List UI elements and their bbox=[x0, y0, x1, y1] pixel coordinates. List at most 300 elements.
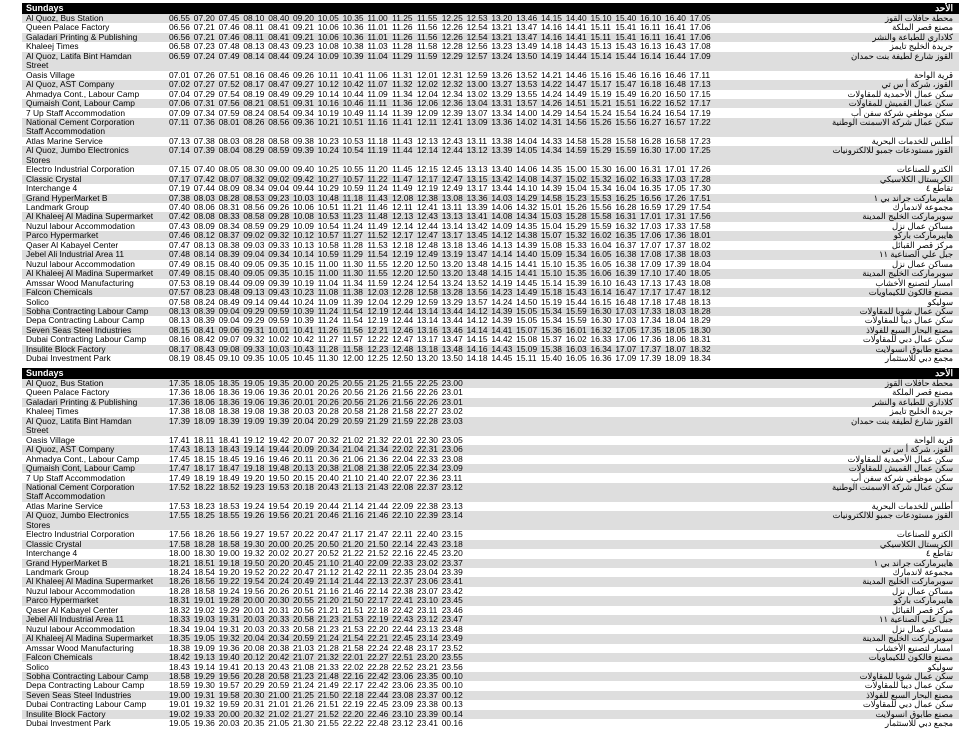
departure-time: 08.09 bbox=[218, 183, 240, 194]
departure-time: 07.24 bbox=[193, 50, 215, 61]
departure-time: 22.51 bbox=[392, 652, 414, 663]
departure-time: 17.41 bbox=[169, 434, 190, 445]
departure-time: 15.11 bbox=[590, 31, 611, 42]
departure-time: 14.43 bbox=[491, 343, 513, 354]
departure-time: 10.46 bbox=[342, 98, 364, 109]
stop-name-ar: محطة حافلات القوز bbox=[884, 378, 953, 388]
departure-time: 14.29 bbox=[516, 192, 538, 203]
stop-name-ar: مجموعة لاندمارك bbox=[892, 202, 953, 212]
departure-time: 15.10 bbox=[590, 13, 612, 23]
departure-time: 08.04 bbox=[218, 145, 240, 156]
departure-time: 08.59 bbox=[243, 220, 265, 231]
departure-time: 21.02 bbox=[342, 434, 364, 445]
departure-time: 08.16 bbox=[243, 69, 265, 80]
departure-time: 18.24 bbox=[169, 567, 190, 577]
departure-time: 18.29 bbox=[689, 315, 711, 326]
departure-time: 09.38 bbox=[292, 135, 314, 146]
departure-time: 12.19 bbox=[367, 305, 389, 316]
departure-time: 17.06 bbox=[689, 22, 711, 33]
departure-time: 08.40 bbox=[218, 258, 240, 269]
stop-name-en: Ahmadya Cont., Labour Camp bbox=[26, 453, 140, 464]
departure-time: 20.30 bbox=[243, 689, 265, 700]
departure-time: 20.58 bbox=[292, 614, 314, 625]
departure-time: 21.05 bbox=[268, 718, 290, 729]
departure-time: 16.15 bbox=[590, 296, 612, 307]
departure-time: 10.39 bbox=[342, 50, 364, 61]
departure-time: 14.38 bbox=[516, 230, 538, 241]
departure-time: 15.08 bbox=[516, 334, 538, 345]
departure-time: 13.11 bbox=[441, 202, 463, 212]
table-row bbox=[22, 445, 959, 454]
departure-time: 22.26 bbox=[416, 387, 438, 398]
departure-time: 08.41 bbox=[193, 324, 215, 335]
departure-time: 18.56 bbox=[218, 529, 240, 540]
stop-name-ar: سوبرماركت الخليج المدينة bbox=[862, 576, 953, 587]
stop-name-en: Depa Contracting Labour Camp bbox=[26, 315, 145, 326]
departure-time: 21.48 bbox=[317, 670, 339, 681]
departure-time: 19.18 bbox=[218, 557, 240, 568]
departure-time: 20.03 bbox=[243, 623, 265, 634]
departure-time: 16.32 bbox=[615, 220, 637, 231]
departure-time: 16.30 bbox=[640, 145, 662, 156]
departure-time: 12.59 bbox=[466, 69, 488, 80]
stop-name-en: Atlas Marine Service bbox=[26, 500, 103, 511]
departure-time: 17.17 bbox=[640, 287, 662, 298]
departure-time: 19.20 bbox=[243, 472, 265, 483]
table-row bbox=[22, 417, 959, 436]
departure-time: 13.11 bbox=[466, 135, 487, 146]
departure-time: 11.18 bbox=[367, 135, 388, 146]
departure-time: 12.28 bbox=[441, 41, 463, 52]
departure-time: 22.26 bbox=[416, 396, 438, 407]
departure-time: 12.19 bbox=[367, 315, 389, 326]
departure-time: 13.24 bbox=[491, 50, 513, 61]
departure-time: 19.36 bbox=[193, 718, 215, 729]
departure-time: 11.04 bbox=[317, 277, 339, 288]
departure-time: 08.34 bbox=[218, 220, 240, 231]
departure-time: 20.55 bbox=[292, 595, 314, 606]
departure-time: 14.15 bbox=[540, 13, 562, 23]
departure-time: 16.05 bbox=[590, 258, 612, 269]
departure-time: 16.22 bbox=[640, 98, 662, 109]
departure-time: 11.06 bbox=[367, 69, 388, 80]
table-row bbox=[22, 502, 959, 511]
departure-time: 16.33 bbox=[640, 173, 662, 184]
departure-time: 07.27 bbox=[193, 79, 215, 90]
departure-time: 15.07 bbox=[516, 324, 538, 335]
departure-time: 21.26 bbox=[367, 396, 389, 407]
departure-time: 13.09 bbox=[466, 116, 488, 127]
departure-time: 16.20 bbox=[640, 88, 662, 99]
departure-time: 11.26 bbox=[392, 22, 413, 33]
departure-time: 15.09 bbox=[540, 249, 562, 260]
departure-time: 19.50 bbox=[243, 557, 265, 568]
departure-time: 12.23 bbox=[367, 343, 389, 354]
departure-time: 10.23 bbox=[317, 135, 339, 146]
departure-time: 19.32 bbox=[243, 548, 265, 559]
departure-time: 20.21 bbox=[292, 510, 314, 521]
stop-name-ar: سوبرماركت الخليج المدينة bbox=[862, 211, 953, 222]
departure-time: 13.48 bbox=[466, 268, 488, 279]
departure-time: 23.18 bbox=[441, 538, 463, 549]
stop-name-en: Amssar Wood Manufacturing bbox=[26, 277, 134, 288]
stop-name-ar: هايبرماركت جراند بي ١ bbox=[873, 557, 953, 568]
stop-name-ar: مركز قصر القبائل bbox=[891, 239, 953, 250]
departure-time: 22.24 bbox=[367, 642, 389, 653]
departure-time: 18.42 bbox=[169, 652, 190, 663]
stop-name-ar: مصنع البحار السبع للفولاذ bbox=[866, 689, 953, 700]
table-row bbox=[22, 407, 959, 416]
departure-time: 08.01 bbox=[218, 116, 240, 127]
departure-time: 16.02 bbox=[590, 230, 612, 241]
departure-time: 22.08 bbox=[392, 481, 414, 492]
departure-time: 23.11 bbox=[441, 472, 463, 483]
departure-time: 07.49 bbox=[169, 258, 190, 269]
departure-time: 20.03 bbox=[243, 614, 265, 625]
stop-name-ar: هايبرماركت باركو bbox=[893, 595, 953, 606]
stop-name-en: Al Quoz, Jumbo Electronics bbox=[26, 510, 129, 521]
departure-time: 15.34 bbox=[540, 305, 562, 316]
stop-name-ar: سكن عمال شوبا للمقاولات bbox=[859, 670, 953, 681]
departure-time: 07.26 bbox=[193, 69, 215, 80]
stop-name-ar: مصنع قصر الملكة bbox=[892, 387, 953, 398]
departure-time: 23.46 bbox=[441, 604, 463, 615]
departure-time: 15.10 bbox=[540, 268, 562, 279]
departure-time: 19.06 bbox=[243, 396, 265, 407]
table-row bbox=[22, 719, 959, 728]
table-row bbox=[22, 118, 959, 137]
departure-time: 11.43 bbox=[392, 135, 413, 146]
departure-time: 15.44 bbox=[615, 50, 637, 61]
departure-time: 12.44 bbox=[392, 305, 414, 316]
departure-time: 19.50 bbox=[268, 472, 290, 483]
departure-time: 20.07 bbox=[292, 434, 314, 445]
departure-time: 19.24 bbox=[243, 500, 265, 511]
departure-time: 07.38 bbox=[193, 135, 215, 146]
departure-time: 20.33 bbox=[268, 614, 290, 625]
departure-time: 13.02 bbox=[466, 88, 488, 99]
departure-time: 10.06 bbox=[317, 22, 339, 33]
departure-time: 20.46 bbox=[317, 510, 339, 521]
departure-time: 22.05 bbox=[392, 463, 414, 474]
departure-time: 17.35 bbox=[169, 378, 190, 388]
departure-time: 11.39 bbox=[392, 107, 413, 118]
departure-time: 22.45 bbox=[392, 633, 414, 644]
departure-time: 17.06 bbox=[615, 334, 637, 345]
departure-time: 17.00 bbox=[664, 145, 686, 156]
stop-name-en: Landmark Group bbox=[26, 567, 89, 577]
departure-time: 11.48 bbox=[367, 211, 388, 222]
departure-time: 08.43 bbox=[193, 343, 215, 354]
departure-time: 22.46 bbox=[367, 708, 389, 719]
departure-time: 21.20 bbox=[342, 538, 364, 549]
departure-time: 16.44 bbox=[664, 50, 686, 61]
stop-name-ar: مساكن عمال نزل bbox=[891, 220, 953, 231]
stop-name-en: National Cement Corporation bbox=[26, 481, 135, 492]
departure-time: 10.15 bbox=[292, 268, 314, 279]
stop-name-en: Insulite Block Factory bbox=[26, 343, 106, 354]
stop-name-en: Atlas Marine Service bbox=[26, 135, 103, 146]
departure-time: 20.28 bbox=[243, 670, 265, 681]
departure-time: 09.29 bbox=[243, 315, 265, 326]
departure-time: 15.35 bbox=[565, 258, 587, 269]
stop-name-ar: امسار لتصنيع الأخشاب bbox=[875, 277, 953, 288]
departure-time: 19.09 bbox=[243, 415, 265, 426]
departure-time: 12.28 bbox=[392, 287, 414, 298]
departure-time: 08.56 bbox=[268, 116, 290, 127]
departure-time: 18.31 bbox=[169, 595, 190, 606]
departure-time: 12.57 bbox=[466, 50, 488, 61]
departure-time: 11.30 bbox=[342, 268, 363, 279]
departure-time: 20.28 bbox=[317, 406, 339, 417]
departure-time: 16.35 bbox=[615, 230, 637, 241]
departure-time: 12.20 bbox=[392, 258, 414, 269]
section-title-en: Sundays bbox=[26, 3, 64, 13]
departure-time: 17.09 bbox=[615, 353, 637, 364]
departure-times bbox=[169, 118, 715, 128]
departure-time: 22.39 bbox=[416, 510, 438, 521]
stop-name-en: Al Khaleej Al Madina Supermarket bbox=[26, 633, 154, 644]
departure-time: 10.15 bbox=[292, 258, 314, 269]
departure-time: 07.54 bbox=[218, 88, 240, 99]
departure-time: 09.34 bbox=[292, 107, 314, 118]
departure-time: 14.09 bbox=[491, 220, 513, 231]
departure-time: 14.24 bbox=[491, 296, 513, 307]
departure-time: 17.37 bbox=[640, 343, 662, 354]
departure-time: 12.45 bbox=[441, 164, 463, 175]
departure-time: 12.48 bbox=[392, 343, 414, 354]
section-title-ar: الأحد bbox=[935, 368, 953, 378]
table-row bbox=[22, 634, 959, 643]
departure-time: 10.19 bbox=[317, 107, 339, 118]
departure-time: 10.16 bbox=[317, 98, 339, 109]
departure-time: 13.56 bbox=[466, 287, 488, 298]
departure-time: 08.58 bbox=[268, 135, 290, 146]
departure-time: 11.16 bbox=[367, 116, 388, 127]
departure-time: 20.09 bbox=[292, 444, 314, 455]
departure-time: 21.53 bbox=[342, 614, 364, 625]
stop-name-en-line2: Street bbox=[26, 60, 49, 71]
departure-time: 17.19 bbox=[689, 107, 711, 118]
departure-time: 11.09 bbox=[367, 88, 388, 99]
stop-name-ar: القوز مستودعات جمبو للالكترونيات bbox=[832, 145, 953, 156]
departure-time: 07.15 bbox=[169, 164, 190, 175]
departure-time: 09.14 bbox=[243, 296, 265, 307]
section-title-ar: الأحد bbox=[935, 3, 953, 13]
table-row bbox=[22, 596, 959, 605]
departure-time: 19.13 bbox=[193, 652, 215, 663]
departure-time: 13.46 bbox=[516, 13, 538, 23]
departure-time: 11.54 bbox=[342, 305, 363, 316]
departure-time: 18.28 bbox=[169, 585, 190, 596]
departure-time: 19.56 bbox=[268, 510, 290, 521]
departure-time: 19.38 bbox=[268, 406, 290, 417]
departure-time: 13.40 bbox=[491, 164, 513, 175]
departure-time: 10.49 bbox=[342, 107, 364, 118]
departure-time: 21.08 bbox=[292, 661, 314, 672]
departure-time: 21.08 bbox=[342, 463, 364, 474]
departure-time: 21.56 bbox=[392, 387, 414, 398]
departure-time: 15.32 bbox=[565, 230, 587, 241]
departure-time: 08.41 bbox=[268, 22, 290, 33]
departure-time: 13.31 bbox=[491, 98, 513, 109]
departure-time: 16.47 bbox=[615, 287, 637, 298]
departure-time: 20.25 bbox=[317, 378, 339, 388]
departure-time: 00.12 bbox=[441, 689, 463, 700]
departure-time: 07.52 bbox=[218, 79, 240, 90]
departure-time: 21.02 bbox=[268, 708, 290, 719]
stop-name-ar: هايبرماركت باركو bbox=[893, 230, 953, 241]
departure-time: 18.13 bbox=[689, 296, 711, 307]
departure-time: 16.40 bbox=[664, 13, 686, 23]
departure-time: 22.41 bbox=[392, 595, 414, 606]
departure-time: 20.35 bbox=[243, 718, 265, 729]
stop-name-en: Parco Hypermarket bbox=[26, 595, 99, 606]
departure-time: 14.18 bbox=[540, 41, 562, 52]
departure-time: 09.02 bbox=[243, 230, 265, 241]
departure-time: 23.08 bbox=[392, 689, 414, 700]
departure-time: 07.09 bbox=[169, 107, 190, 118]
departure-time: 06.56 bbox=[169, 22, 190, 33]
departure-time: 07.06 bbox=[169, 98, 190, 109]
departure-time: 10.36 bbox=[342, 22, 364, 33]
table-row bbox=[22, 587, 959, 596]
departure-time: 12.14 bbox=[416, 145, 438, 156]
departure-time: 08.31 bbox=[218, 202, 240, 212]
departure-time: 12.14 bbox=[392, 220, 414, 231]
departure-time: 08.19 bbox=[193, 277, 215, 288]
departure-time: 08.49 bbox=[268, 88, 290, 99]
departure-time: 21.30 bbox=[292, 718, 314, 729]
departure-time: 14.41 bbox=[491, 324, 513, 335]
stop-name-en: Al Khaleej Al Madina Supermarket bbox=[26, 576, 154, 587]
stop-name-ar: سكن عمال دبي للمقاولات bbox=[862, 334, 953, 345]
departure-time: 16.59 bbox=[640, 202, 662, 212]
departure-time: 15.39 bbox=[565, 277, 587, 288]
departure-time: 17.11 bbox=[689, 69, 711, 80]
departure-time: 18.53 bbox=[218, 500, 240, 511]
departure-time: 17.43 bbox=[169, 444, 190, 455]
departure-times bbox=[169, 417, 467, 427]
departure-time: 08.47 bbox=[268, 79, 290, 90]
departure-time: 14.12 bbox=[491, 230, 513, 241]
departure-time: 17.05 bbox=[615, 324, 637, 335]
departure-time: 16.48 bbox=[664, 79, 686, 90]
departure-time: 09.29 bbox=[292, 88, 314, 99]
departure-time: 11.43 bbox=[367, 192, 388, 203]
stop-name-en: Al Khaleej Al Madina Supermarket bbox=[26, 268, 154, 279]
stop-name-en: Nuzul labour Accommodation bbox=[26, 585, 135, 596]
departure-time: 21.40 bbox=[342, 557, 364, 568]
departure-time: 08.09 bbox=[193, 220, 215, 231]
departure-time: 20.20 bbox=[268, 557, 290, 568]
departure-time: 19.14 bbox=[243, 444, 265, 455]
departure-time: 20.26 bbox=[317, 387, 339, 398]
departure-time: 12.50 bbox=[416, 268, 438, 279]
departure-time: 14.19 bbox=[540, 50, 562, 61]
departure-time: 08.39 bbox=[218, 249, 240, 260]
departure-time: 09.35 bbox=[268, 268, 290, 279]
departure-time: 22.30 bbox=[416, 434, 438, 445]
departure-time: 14.02 bbox=[516, 116, 538, 127]
departure-time: 22.19 bbox=[342, 699, 364, 710]
departure-time: 17.51 bbox=[689, 192, 711, 203]
departure-time: 00.13 bbox=[441, 699, 463, 710]
departure-time: 16.14 bbox=[640, 50, 662, 61]
departure-time: 18.05 bbox=[193, 378, 215, 388]
departure-time: 18.58 bbox=[218, 538, 240, 549]
departure-time: 13.17 bbox=[466, 183, 488, 194]
departure-time: 23.13 bbox=[416, 623, 438, 634]
departure-time: 23.48 bbox=[441, 623, 463, 634]
stop-name-ar: جبل علي الصناعية ١١ bbox=[878, 249, 953, 260]
departure-time: 21.28 bbox=[317, 642, 339, 653]
departure-time: 16.25 bbox=[615, 192, 637, 203]
departure-time: 17.48 bbox=[664, 296, 686, 307]
departure-time: 23.03 bbox=[441, 415, 463, 426]
departure-time: 16.41 bbox=[664, 22, 686, 33]
departure-time: 07.46 bbox=[218, 31, 240, 42]
departure-time: 08.13 bbox=[169, 315, 190, 326]
departure-time: 10.51 bbox=[342, 116, 364, 127]
departure-time: 14.41 bbox=[516, 268, 538, 279]
departure-time: 20.18 bbox=[292, 481, 314, 492]
departure-time: 17.07 bbox=[640, 239, 662, 250]
departure-time: 12.36 bbox=[441, 98, 463, 109]
departure-time: 09.33 bbox=[243, 343, 265, 354]
departure-time: 07.17 bbox=[169, 173, 190, 184]
departure-time: 10.45 bbox=[292, 353, 314, 364]
departure-time: 16.52 bbox=[664, 98, 686, 109]
departure-time: 21.24 bbox=[317, 633, 339, 644]
departure-time: 21.54 bbox=[342, 633, 364, 644]
departure-time: 20.36 bbox=[317, 453, 339, 464]
departure-time: 23.06 bbox=[392, 680, 414, 691]
departure-time: 22.27 bbox=[367, 652, 389, 663]
departure-time: 22.48 bbox=[367, 718, 389, 729]
departure-time: 23.35 bbox=[416, 670, 438, 681]
departure-time: 11.22 bbox=[367, 173, 388, 184]
stop-name-ar: مصنع قصر الملكة bbox=[892, 22, 953, 33]
departure-time: 12.26 bbox=[441, 22, 463, 33]
stop-name-ar: الكترو للصناعات bbox=[896, 164, 953, 175]
departure-time: 22.42 bbox=[367, 680, 389, 691]
departure-time: 23.04 bbox=[416, 567, 438, 577]
departure-time: 22.42 bbox=[367, 670, 389, 681]
departure-time: 13.13 bbox=[441, 211, 463, 222]
departure-time: 11.29 bbox=[342, 249, 363, 260]
departure-time: 14.41 bbox=[516, 258, 538, 269]
departure-time: 17.13 bbox=[689, 79, 711, 90]
departure-time: 11.54 bbox=[367, 249, 388, 260]
departure-time: 15.37 bbox=[540, 334, 562, 345]
departure-time: 12.47 bbox=[441, 173, 463, 184]
departure-time: 21.03 bbox=[292, 642, 314, 653]
stop-name-ar: الكريستال الكلاسيكي bbox=[879, 538, 953, 549]
departure-time: 15.11 bbox=[590, 22, 611, 33]
departure-time: 15.59 bbox=[590, 220, 612, 231]
departure-time: 11.49 bbox=[367, 220, 388, 231]
departure-time: 19.35 bbox=[268, 378, 290, 388]
departure-time: 21.53 bbox=[342, 623, 364, 634]
departure-time: 07.39 bbox=[193, 145, 215, 156]
departure-time: 12.19 bbox=[416, 183, 438, 194]
departure-time: 20.22 bbox=[292, 529, 314, 540]
departure-time: 08.59 bbox=[268, 145, 290, 156]
departure-time: 14.15 bbox=[491, 268, 513, 279]
table-row bbox=[22, 474, 959, 483]
departure-time: 15.01 bbox=[540, 202, 562, 212]
